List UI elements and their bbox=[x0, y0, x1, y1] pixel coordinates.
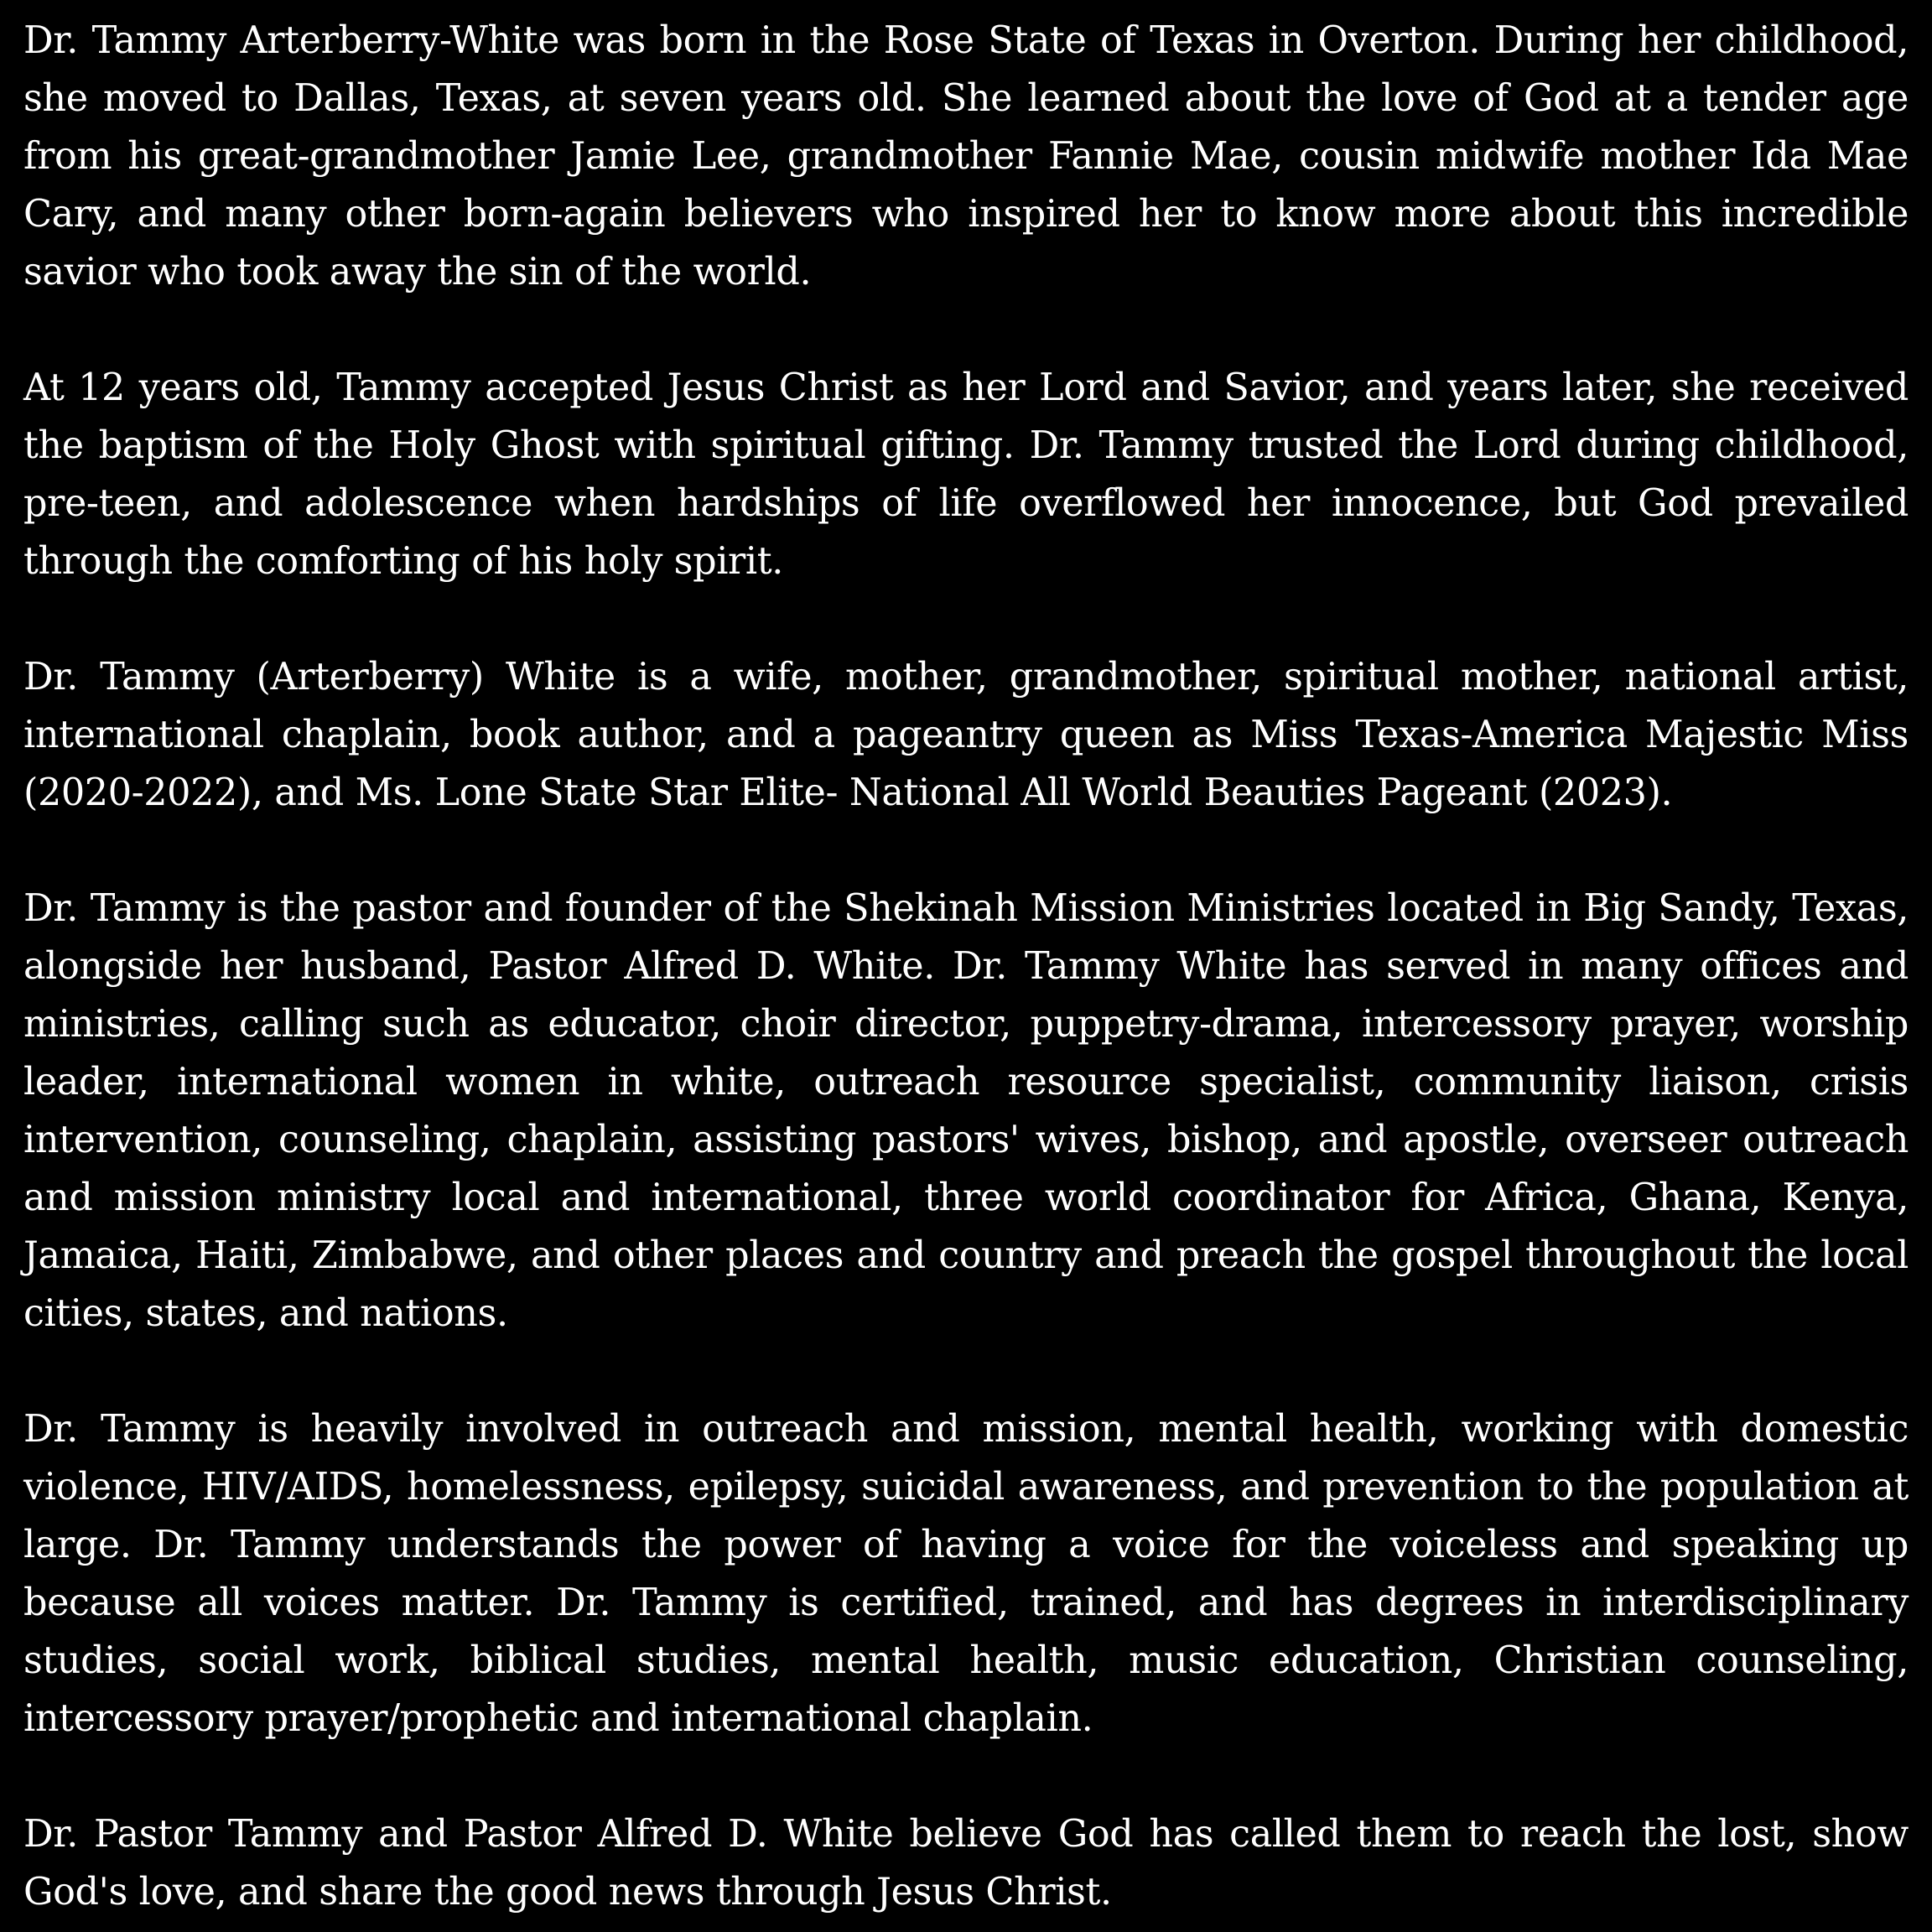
bio-paragraph-ministry: Dr. Tammy is the pastor and founder of the Shekinah Mission Ministries located in Big Sandy, Texas, alongside her husband, Pastor Alfred D. White. Dr. Tammy White has served in many offices and ministries, calling such as educator, choir director, puppetry-drama, intercessory prayer, worship leader, international women in white, outreach resource specialist, community liaison, crisis intervention, counseling, chaplain, assisting pastors' wives, bishop, and apostle, overseer outreach and mission ministry local and international, three world coordinator for Africa, Ghana, Kenya, Jamaica, Haiti, Zimbabwe, and other places and country and preach the gospel throughout the local cities, states, and nations. bbox=[23, 887, 1909, 1335]
bio-paragraph-outreach: Dr. Tammy is heavily involved in outreach and mission, mental health, working with domestic violence, HIV/AIDS, homelessness, epilepsy, suicidal awareness, and prevention to the population at large. Dr. Tammy understands the power of having a voice for the voiceless and speaking up because all voices matter. Dr. Tammy is certified, trained, and has degrees in interdisciplinary studies, social work, biblical studies, mental health, music education, Christian counseling, intercessory prayer/prophetic and international chaplain. bbox=[23, 1408, 1909, 1740]
bio-paragraph-roles: Dr. Tammy (Arterberry) White is a wife, mother, grandmother, spiritual mother, national artist, international chaplain, book author, and a pageantry queen as Miss Texas-America Majestic Miss (2020-2022), and Ms. Lone State Star Elite- National All World Beauties Pageant (2023). bbox=[23, 656, 1909, 814]
biography-text bbox=[23, 12, 1909, 1921]
bio-paragraph-calling: Dr. Pastor Tammy and Pastor Alfred D. White believe God has called them to reach the lost, show God's love, and share the good news through Jesus Christ. bbox=[23, 1813, 1909, 1914]
bio-paragraph-birth: Dr. Tammy Arterberry-White was born in the Rose State of Texas in Overton. During her childhood, she moved to Dallas, Texas, at seven years old. She learned about the love of God at a tender age from his great-grandmother Jamie Lee, grandmother Fannie Mae, cousin midwife mother Ida Mae Cary, and many other born-again believers who inspired her to know more about this incredible savior who took away the sin of the world. bbox=[23, 19, 1909, 293]
bio-paragraph-salvation: At 12 years old, Tammy accepted Jesus Christ as her Lord and Savior, and years later, she received the baptism of the Holy Ghost with spiritual gifting. Dr. Tammy trusted the Lord during childhood, pre-teen, and adolescence when hardships of life overflowed her innocence, but God prevailed through the comforting of his holy spirit. bbox=[23, 366, 1909, 583]
